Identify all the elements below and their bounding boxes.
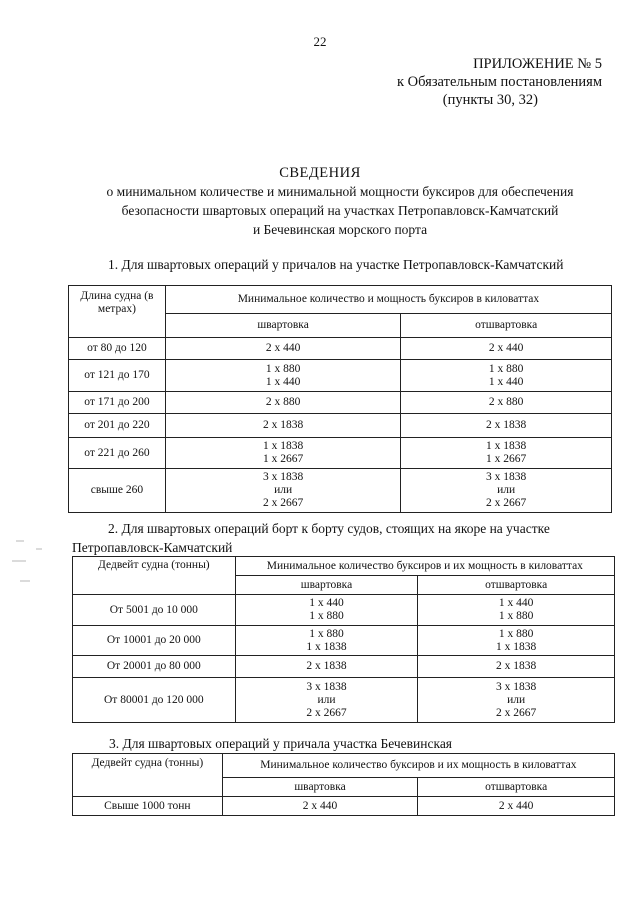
row-label: от 80 до 120: [69, 338, 166, 360]
table-row: [69, 414, 612, 438]
moor-cell: 2 х 880: [165, 392, 401, 414]
unmoor-cell: 3 х 1838 или 2 х 2667: [401, 469, 612, 513]
row-label: свыше 260: [69, 469, 166, 513]
scan-noise: [36, 548, 42, 550]
s1-group-header: Минимальное количество и мощность буксиров в киловаттах: [165, 286, 611, 314]
section-1-heading: 1. Для швартовых операций у причалов на участке Петропавловск-Камчатский: [108, 257, 564, 272]
moor-cell: 1 х 440 1 х 880: [235, 595, 418, 626]
table-row: [69, 360, 612, 392]
unmoor-cell: 1 х 880 1 х 440: [401, 360, 612, 392]
row-label: Свыше 1000 тонн: [73, 797, 223, 816]
section-1-table: [68, 285, 612, 513]
section-3-heading: 3. Для швартовых операций у причала участка Бечевинская: [109, 736, 453, 751]
unmoor-cell: 2 х 1838: [401, 414, 612, 438]
unmoor-cell: 1 х 880 1 х 1838: [418, 626, 615, 656]
row-label: от 221 до 260: [69, 438, 166, 469]
subtitle-line-1: о минимальном количестве и минимальной мощности буксиров для обеспечения: [106, 184, 574, 199]
s2-col2-header: швартовка: [235, 576, 418, 595]
scan-noise: [12, 560, 26, 562]
unmoor-cell: 2 х 1838: [418, 656, 615, 678]
table-row: [73, 595, 615, 626]
section-2-table: [72, 556, 615, 723]
moor-cell: 3 х 1838 или 2 х 2667: [165, 469, 401, 513]
document-title: СВЕДЕНИЯ: [279, 165, 361, 181]
s1-col2-header: швартовка: [165, 314, 401, 338]
appendix-line-3: (пункты 30, 32): [442, 92, 538, 108]
unmoor-cell: 1 х 1838 1 х 2667: [401, 438, 612, 469]
table-row: [69, 438, 612, 469]
row-label: От 20001 до 80 000: [73, 656, 236, 678]
s2-col1-header: Дедвейт судна (тонны): [73, 557, 236, 595]
appendix-line-2: к Обязательным постановлениям: [397, 74, 602, 90]
moor-cell: 1 х 1838 1 х 2667: [165, 438, 401, 469]
unmoor-cell: 3 х 1838 или 2 х 2667: [418, 678, 615, 723]
moor-cell: 1 х 880 1 х 1838: [235, 626, 418, 656]
row-label: от 201 до 220: [69, 414, 166, 438]
s3-col2-header: швартовка: [222, 778, 418, 797]
moor-cell: 2 х 440: [165, 338, 401, 360]
table-row: [69, 392, 612, 414]
table-row: [73, 797, 615, 816]
moor-cell: 2 х 440: [222, 797, 418, 816]
section-2-heading-line-2: Петропавловск-Камчатский: [72, 540, 233, 555]
page-number: 22: [313, 34, 327, 49]
table-row: [73, 626, 615, 656]
s1-col3-header: отшвартовка: [401, 314, 612, 338]
unmoor-cell: 2 х 440: [418, 797, 615, 816]
unmoor-cell: 1 х 440 1 х 880: [418, 595, 615, 626]
row-label: от 121 до 170: [69, 360, 166, 392]
table-row: [73, 656, 615, 678]
section-2-heading-line-1: 2. Для швартовых операций борт к борту судов, стоящих на якоре на участке: [108, 521, 550, 536]
row-label: От 5001 до 10 000: [73, 595, 236, 626]
section-3-table: [72, 753, 615, 816]
row-label: от 171 до 200: [69, 392, 166, 414]
unmoor-cell: 2 х 440: [401, 338, 612, 360]
s2-col3-header: отшвартовка: [418, 576, 615, 595]
table-row: [69, 469, 612, 513]
subtitle-line-2: безопасности швартовых операций на участках Петропавловск-Камчатский: [121, 203, 559, 218]
row-label: От 10001 до 20 000: [73, 626, 236, 656]
s3-col1-header: Дедвейт судна (тонны): [73, 754, 223, 797]
subtitle-line-3: и Бечевинская морского порта: [252, 222, 428, 237]
moor-cell: 1 х 880 1 х 440: [165, 360, 401, 392]
table-row: [69, 338, 612, 360]
s3-col3-header: отшвартовка: [418, 778, 615, 797]
moor-cell: 3 х 1838 или 2 х 2667: [235, 678, 418, 723]
moor-cell: 2 х 1838: [165, 414, 401, 438]
moor-cell: 2 х 1838: [235, 656, 418, 678]
appendix-header: [302, 55, 602, 109]
scan-noise: [20, 580, 30, 582]
document-subtitle: [40, 182, 640, 239]
unmoor-cell: 2 х 880: [401, 392, 612, 414]
appendix-line-1: ПРИЛОЖЕНИЕ № 5: [473, 56, 602, 72]
s2-group-header: Минимальное количество буксиров и их мощность в киловаттах: [235, 557, 614, 576]
s3-group-header: Минимальное количество буксиров и их мощность в киловаттах: [222, 754, 614, 778]
table-row: [73, 678, 615, 723]
row-label: От 80001 до 120 000: [73, 678, 236, 723]
s1-col1-header: Длина судна (в метрах): [69, 286, 166, 338]
scan-noise: [16, 540, 24, 542]
